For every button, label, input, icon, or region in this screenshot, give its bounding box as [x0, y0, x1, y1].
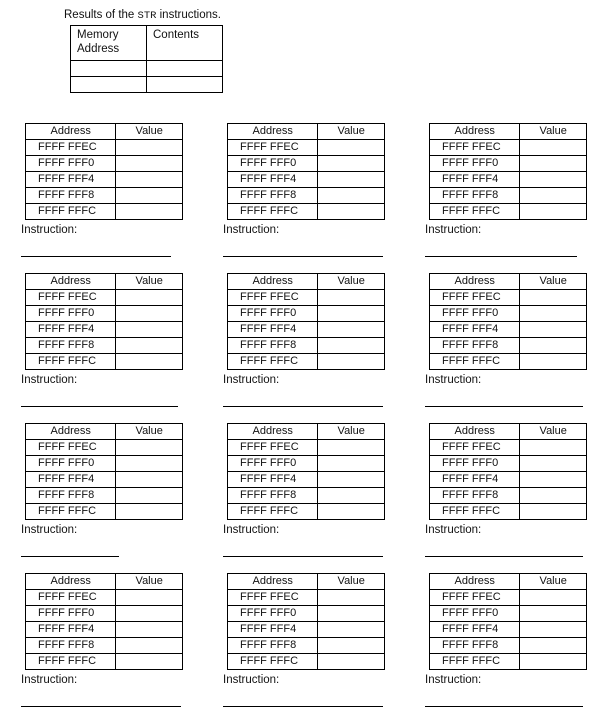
address-header: Address [228, 424, 318, 440]
memory-row [430, 488, 587, 504]
address-cell: FFFF FFEC [228, 590, 318, 606]
memory-row [430, 188, 587, 204]
address-header: Address [430, 274, 520, 290]
value-cell[interactable] [116, 654, 183, 670]
memory-row [26, 606, 183, 622]
memory-table-header-row [26, 124, 183, 140]
memory-row [228, 590, 385, 606]
memory-row [228, 472, 385, 488]
memory-row [430, 354, 587, 370]
value-cell[interactable] [116, 606, 183, 622]
results-caption [64, 9, 221, 22]
address-cell: FFFF FFFC [26, 204, 116, 220]
instruction-answer-line[interactable] [425, 256, 577, 257]
value-header: Value [116, 124, 183, 140]
value-cell[interactable] [116, 590, 183, 606]
instruction-answer-line[interactable] [223, 556, 383, 557]
address-cell: FFFF FFEC [228, 440, 318, 456]
memory-table [227, 423, 385, 520]
memory-table-block [425, 423, 589, 536]
value-header: Value [116, 424, 183, 440]
value-cell[interactable] [318, 306, 385, 322]
memory-row [26, 156, 183, 172]
address-cell: FFFF FFF8 [430, 638, 520, 654]
value-cell[interactable] [318, 140, 385, 156]
memory-row [26, 338, 183, 354]
memory-table-header-row [430, 274, 587, 290]
value-cell[interactable] [520, 338, 587, 354]
value-cell[interactable] [116, 290, 183, 306]
address-cell: FFFF FFF8 [26, 188, 116, 204]
address-cell: FFFF FFFC [228, 354, 318, 370]
instruction-label: Instruction: [223, 674, 280, 686]
value-cell[interactable] [520, 354, 587, 370]
address-cell: FFFF FFF8 [26, 638, 116, 654]
value-header: Value [116, 574, 183, 590]
memory-table-header-row [26, 274, 183, 290]
memory-table-block [425, 123, 589, 236]
value-cell[interactable] [318, 504, 385, 520]
value-cell[interactable] [520, 322, 587, 338]
instruction-answer-line[interactable] [21, 406, 178, 407]
memory-row [26, 456, 183, 472]
value-header: Value [116, 274, 183, 290]
value-cell[interactable] [318, 188, 385, 204]
memory-row [430, 456, 587, 472]
address-header: Address [26, 274, 116, 290]
value-cell[interactable] [520, 456, 587, 472]
value-cell[interactable] [318, 322, 385, 338]
instruction-answer-line[interactable] [21, 556, 119, 557]
value-cell[interactable] [520, 622, 587, 638]
memory-row [228, 204, 385, 220]
value-cell[interactable] [520, 488, 587, 504]
address-header: Address [228, 274, 318, 290]
memory-table [429, 123, 587, 220]
memory-row [228, 654, 385, 670]
value-cell[interactable] [318, 440, 385, 456]
memory-row [228, 606, 385, 622]
instruction-answer-line[interactable] [21, 256, 171, 257]
memory-row [26, 472, 183, 488]
memory-row [228, 456, 385, 472]
memory-row [26, 638, 183, 654]
instruction-label: Instruction: [223, 374, 280, 386]
address-cell: FFFF FFF0 [430, 306, 520, 322]
address-header: Address [26, 574, 116, 590]
caption-code: STR [137, 10, 157, 22]
memory-row [228, 172, 385, 188]
address-cell: FFFF FFF0 [26, 456, 116, 472]
value-cell[interactable] [116, 440, 183, 456]
value-cell[interactable] [116, 638, 183, 654]
value-cell[interactable] [520, 440, 587, 456]
address-cell: FFFF FFF0 [26, 306, 116, 322]
memory-row [228, 440, 385, 456]
address-cell: FFFF FFF0 [26, 156, 116, 172]
memory-row [228, 188, 385, 204]
value-header: Value [520, 124, 587, 140]
memory-row [430, 622, 587, 638]
address-cell: FFFF FFF0 [430, 456, 520, 472]
address-cell: FFFF FFF4 [430, 172, 520, 188]
memory-address-header-line1: Memory [77, 29, 119, 41]
value-cell[interactable] [318, 354, 385, 370]
memory-table-block [223, 573, 387, 686]
memory-table-header-row [228, 574, 385, 590]
address-header: Address [430, 424, 520, 440]
value-cell[interactable] [116, 472, 183, 488]
memory-row [430, 322, 587, 338]
memory-table [227, 273, 385, 370]
value-header: Value [520, 424, 587, 440]
memory-table-block [21, 123, 185, 236]
memory-row [26, 204, 183, 220]
value-cell[interactable] [116, 622, 183, 638]
instruction-label: Instruction: [21, 374, 78, 386]
instruction-answer-line[interactable] [425, 706, 583, 707]
memory-table-header-row [430, 124, 587, 140]
address-cell: FFFF FFF4 [26, 172, 116, 188]
value-cell[interactable] [520, 140, 587, 156]
value-cell[interactable] [520, 472, 587, 488]
address-cell: FFFF FFFC [430, 504, 520, 520]
memory-row [430, 504, 587, 520]
value-cell[interactable] [318, 338, 385, 354]
memory-row [430, 338, 587, 354]
value-cell[interactable] [520, 654, 587, 670]
memory-table-header-row [228, 124, 385, 140]
address-cell: FFFF FFF0 [430, 606, 520, 622]
blank-cell[interactable] [71, 61, 147, 77]
address-cell: FFFF FFF4 [26, 622, 116, 638]
address-cell: FFFF FFF8 [430, 488, 520, 504]
instruction-label: Instruction: [21, 224, 78, 236]
value-cell[interactable] [116, 456, 183, 472]
value-cell[interactable] [116, 488, 183, 504]
value-header: Value [318, 424, 385, 440]
value-header: Value [318, 574, 385, 590]
address-cell: FFFF FFF8 [26, 338, 116, 354]
memory-row [430, 590, 587, 606]
instruction-label: Instruction: [425, 674, 482, 686]
value-cell[interactable] [318, 606, 385, 622]
memory-row [26, 322, 183, 338]
memory-table-header-row [228, 424, 385, 440]
address-cell: FFFF FFF8 [228, 188, 318, 204]
address-cell: FFFF FFEC [228, 140, 318, 156]
address-cell: FFFF FFF4 [228, 322, 318, 338]
address-cell: FFFF FFF4 [26, 322, 116, 338]
memory-row [26, 306, 183, 322]
memory-row [228, 338, 385, 354]
value-cell[interactable] [520, 290, 587, 306]
address-cell: FFFF FFF0 [228, 606, 318, 622]
memory-table-block [21, 273, 185, 386]
address-cell: FFFF FFEC [228, 290, 318, 306]
address-cell: FFFF FFF4 [26, 472, 116, 488]
memory-table [25, 273, 183, 370]
address-cell: FFFF FFEC [430, 590, 520, 606]
address-cell: FFFF FFFC [430, 654, 520, 670]
memory-row [26, 354, 183, 370]
address-cell: FFFF FFF4 [228, 472, 318, 488]
value-cell[interactable] [318, 654, 385, 670]
address-cell: FFFF FFFC [26, 504, 116, 520]
memory-table-block [21, 573, 185, 686]
memory-row [228, 354, 385, 370]
value-cell[interactable] [520, 172, 587, 188]
blank-cell[interactable] [147, 77, 223, 93]
memory-table-header-row [26, 574, 183, 590]
address-cell: FFFF FFF0 [228, 456, 318, 472]
blank-cell[interactable] [71, 77, 147, 93]
address-cell: FFFF FFEC [430, 290, 520, 306]
memory-row [26, 622, 183, 638]
instruction-label: Instruction: [425, 374, 482, 386]
value-header: Value [520, 274, 587, 290]
instruction-answer-line[interactable] [223, 706, 383, 707]
address-cell: FFFF FFF4 [430, 472, 520, 488]
memory-address-header-line2: Address [77, 43, 120, 55]
memory-row [430, 472, 587, 488]
memory-table [429, 423, 587, 520]
memory-row [26, 172, 183, 188]
value-cell[interactable] [116, 504, 183, 520]
memory-row [228, 306, 385, 322]
value-header: Value [318, 274, 385, 290]
memory-table [429, 273, 587, 370]
instruction-answer-line[interactable] [21, 706, 181, 707]
memory-table [429, 573, 587, 670]
memory-table-header-row [430, 424, 587, 440]
address-cell: FFFF FFFC [430, 354, 520, 370]
value-cell[interactable] [318, 472, 385, 488]
memory-row [26, 488, 183, 504]
instruction-answer-line[interactable] [425, 556, 583, 557]
value-cell[interactable] [520, 638, 587, 654]
address-cell: FFFF FFFC [228, 204, 318, 220]
memory-row [228, 488, 385, 504]
caption-suffix: instructions. [156, 9, 221, 21]
address-header: Address [26, 124, 116, 140]
address-cell: FFFF FFF8 [228, 338, 318, 354]
value-cell[interactable] [116, 338, 183, 354]
memory-row [228, 156, 385, 172]
memory-row [228, 638, 385, 654]
value-cell[interactable] [116, 140, 183, 156]
memory-table [25, 123, 183, 220]
address-cell: FFFF FFFC [430, 204, 520, 220]
address-cell: FFFF FFF4 [430, 622, 520, 638]
instruction-label: Instruction: [21, 524, 78, 536]
address-cell: FFFF FFEC [26, 140, 116, 156]
memory-row [228, 290, 385, 306]
value-cell[interactable] [520, 306, 587, 322]
value-cell[interactable] [116, 188, 183, 204]
memory-row [26, 188, 183, 204]
value-cell[interactable] [318, 622, 385, 638]
memory-row [228, 140, 385, 156]
memory-row [26, 440, 183, 456]
address-cell: FFFF FFF0 [228, 306, 318, 322]
instruction-label: Instruction: [223, 524, 280, 536]
memory-row [430, 654, 587, 670]
memory-row [228, 622, 385, 638]
instruction-label: Instruction: [425, 524, 482, 536]
value-cell[interactable] [318, 172, 385, 188]
address-cell: FFFF FFF8 [430, 338, 520, 354]
memory-row [430, 290, 587, 306]
memory-address-header [71, 26, 147, 61]
results-blank-row [71, 61, 223, 77]
value-cell[interactable] [318, 638, 385, 654]
address-header: Address [430, 574, 520, 590]
value-header: Value [520, 574, 587, 590]
address-header: Address [228, 574, 318, 590]
memory-table [227, 573, 385, 670]
value-cell[interactable] [318, 204, 385, 220]
value-cell[interactable] [520, 204, 587, 220]
value-cell[interactable] [520, 156, 587, 172]
value-cell[interactable] [116, 156, 183, 172]
results-table [70, 25, 223, 93]
value-cell[interactable] [318, 590, 385, 606]
value-cell[interactable] [520, 504, 587, 520]
value-cell[interactable] [318, 488, 385, 504]
address-cell: FFFF FFF4 [228, 622, 318, 638]
memory-table [25, 423, 183, 520]
memory-table-block [425, 273, 589, 386]
memory-row [26, 290, 183, 306]
memory-table-block [223, 123, 387, 236]
memory-table-block [223, 273, 387, 386]
address-cell: FFFF FFEC [430, 140, 520, 156]
memory-table-block [425, 573, 589, 686]
value-cell[interactable] [116, 204, 183, 220]
address-cell: FFFF FFFC [26, 354, 116, 370]
memory-table-header-row [430, 574, 587, 590]
address-cell: FFFF FFEC [430, 440, 520, 456]
value-cell[interactable] [318, 456, 385, 472]
instruction-label: Instruction: [425, 224, 482, 236]
memory-table [25, 573, 183, 670]
memory-table-header-row [228, 274, 385, 290]
address-cell: FFFF FFF8 [26, 488, 116, 504]
instruction-answer-line[interactable] [223, 406, 383, 407]
memory-table-header-row [26, 424, 183, 440]
value-cell[interactable] [318, 290, 385, 306]
address-cell: FFFF FFF4 [228, 172, 318, 188]
memory-row [430, 156, 587, 172]
value-cell[interactable] [318, 156, 385, 172]
memory-table [227, 123, 385, 220]
instruction-label: Instruction: [21, 674, 78, 686]
instruction-answer-line[interactable] [223, 256, 383, 257]
address-cell: FFFF FFEC [26, 590, 116, 606]
address-cell: FFFF FFF0 [26, 606, 116, 622]
value-cell[interactable] [116, 306, 183, 322]
caption-prefix: Results of the [64, 9, 138, 21]
address-cell: FFFF FFF0 [228, 156, 318, 172]
address-cell: FFFF FFFC [228, 654, 318, 670]
results-header-row [71, 26, 223, 61]
memory-row [228, 322, 385, 338]
address-cell: FFFF FFF8 [228, 638, 318, 654]
results-blank-row [71, 77, 223, 93]
memory-row [430, 172, 587, 188]
memory-row [430, 306, 587, 322]
address-header: Address [430, 124, 520, 140]
address-cell: FFFF FFF8 [228, 488, 318, 504]
memory-row [228, 504, 385, 520]
address-cell: FFFF FFF4 [430, 322, 520, 338]
value-cell[interactable] [520, 590, 587, 606]
memory-row [26, 140, 183, 156]
value-cell[interactable] [116, 354, 183, 370]
value-cell[interactable] [520, 188, 587, 204]
memory-table-block [223, 423, 387, 536]
memory-row [430, 204, 587, 220]
value-cell[interactable] [520, 606, 587, 622]
value-cell[interactable] [116, 172, 183, 188]
memory-row [430, 638, 587, 654]
memory-row [430, 440, 587, 456]
address-cell: FFFF FFEC [26, 440, 116, 456]
contents-header: Contents [147, 26, 223, 61]
instruction-answer-line[interactable] [425, 406, 583, 407]
address-cell: FFFF FFF8 [430, 188, 520, 204]
address-cell: FFFF FFF0 [430, 156, 520, 172]
memory-row [430, 140, 587, 156]
memory-row [26, 504, 183, 520]
instruction-label: Instruction: [223, 224, 280, 236]
address-header: Address [26, 424, 116, 440]
memory-row [26, 654, 183, 670]
memory-row [430, 606, 587, 622]
memory-row [26, 590, 183, 606]
value-cell[interactable] [116, 322, 183, 338]
address-cell: FFFF FFFC [26, 654, 116, 670]
blank-cell[interactable] [147, 61, 223, 77]
address-cell: FFFF FFEC [26, 290, 116, 306]
address-cell: FFFF FFFC [228, 504, 318, 520]
value-header: Value [318, 124, 385, 140]
address-header: Address [228, 124, 318, 140]
memory-table-block [21, 423, 185, 536]
